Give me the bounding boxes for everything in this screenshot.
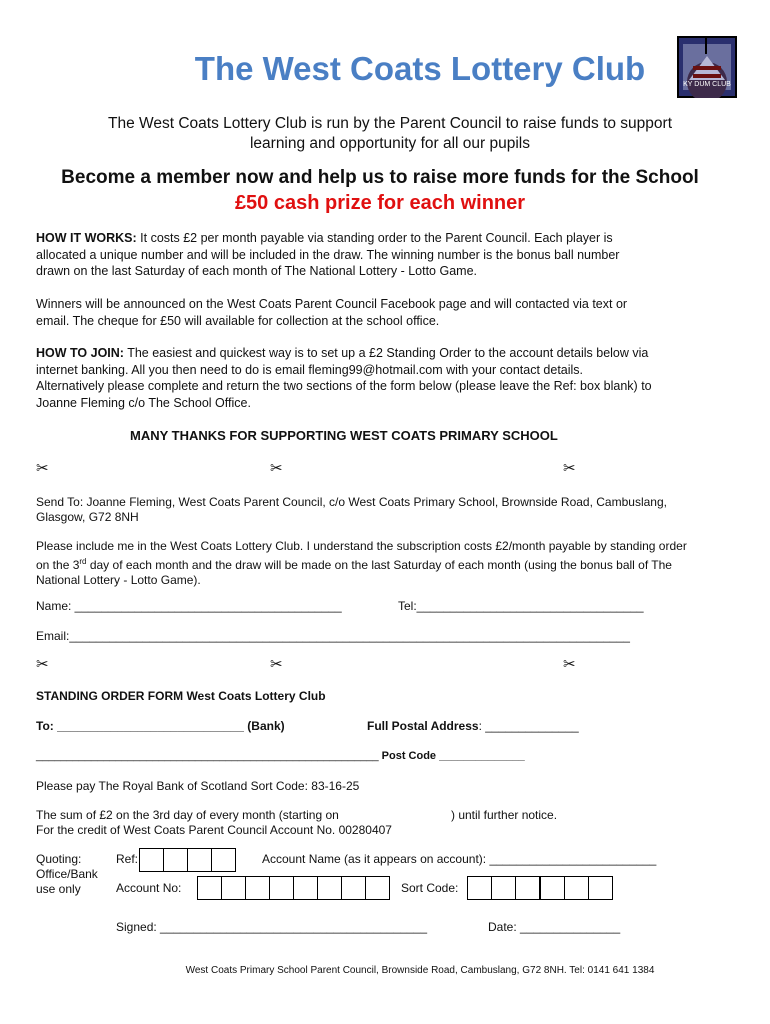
scissors-icon: ✂ [270,656,283,673]
page-title: The West Coats Lottery Club [194,50,646,87]
email-field[interactable]: Email:____________________________________________________________________________________ [36,629,630,643]
send-to-address: Send To: Joanne Fleming, West Coats Parent Council, c/o West Coats Primary School, Brownside Road, Cambuslang, Glasgow, G72 8NH [36,495,667,524]
account-name-field[interactable]: Account Name (as it appears on account): _________________________ [262,852,657,866]
name-field[interactable]: Name: ________________________________________ [36,599,342,613]
office-use-label: Quoting: Office/Bank use only [36,852,98,896]
scissors-icon: ✂ [270,460,283,477]
how-to-join-paragraph: HOW TO JOIN: The easiest and quickest way is to set up a £2 Standing Order to the account details below via internet banking. All you then need to do is email fleming99@hotmail.com with your contact details. Alternatively please complete and return the two sections of the form below (please leave the Ref: box blank) to Joanne Fleming c/o The School Office. [36,346,652,410]
sort-code-boxes[interactable] [468,876,613,900]
credit-account-text: For the credit of West Coats Parent Council Account No. 00280407 [36,823,392,837]
date-field[interactable]: Date: _______________ [488,920,621,934]
address-line-field[interactable]: ________________________________________________________ Post Code ______________ [36,750,525,762]
svg-text:KY DUM CLUB: KY DUM CLUB [683,81,731,88]
scissors-icon: ✂ [36,460,49,477]
club-logo [677,36,737,98]
ref-label: Ref: [116,852,139,866]
intro-text: The West Coats Lottery Club is run by the Parent Council to raise funds to support learning and opportunity for all our pupils [107,115,673,152]
thanks-heading: MANY THANKS FOR SUPPORTING WEST COATS PRIMARY SCHOOL [130,428,558,443]
bank-to-field[interactable]: To: ____________________________ (Bank) [36,719,285,733]
scissors-icon: ✂ [563,460,576,477]
tel-field[interactable]: Tel:__________________________________ [398,599,644,613]
until-text: ) until further notice. [451,808,558,822]
winners-paragraph: Winners will be announced on the West Coats Parent Council Facebook page and will contacted via text or email. The cheque for £50 will available for collection at the school office. [36,297,628,328]
ref-boxes[interactable] [140,848,236,872]
signature-field[interactable]: Signed: ________________________________________ [116,920,427,934]
scissors-icon: ✂ [36,656,49,673]
membership-statement: Please include me in the West Coats Lottery Club. I understand the subscription costs £2/month payable by standing order on the 3rd day of each month and the draw will be made on the last Saturday of each month (using the bonus ball of The National Lottery - Lotto Game). [36,539,687,587]
postal-address-field[interactable]: Full Postal Address: ______________ [367,719,579,733]
scissors-icon: ✂ [563,656,576,673]
account-no-boxes[interactable] [198,876,390,900]
prize-heading: £50 cash prize for each winner [234,192,526,214]
sort-code-text: Please pay The Royal Bank of Scotland Sort Code: 83-16-25 [36,779,360,793]
standing-order-heading: STANDING ORDER FORM West Coats Lottery Club [36,689,326,703]
sum-text: The sum of £2 on the 3rd day of every month (starting on [36,808,339,822]
footer-address: West Coats Primary School Parent Council, Brownside Road, Cambuslang, G72 8NH. Tel: 0141 641 1384 [185,965,655,976]
become-member-heading: Become a member now and help us to raise more funds for the School [61,167,699,188]
how-it-works-paragraph: HOW IT WORKS: It costs £2 per month payable via standing order to the Parent Council. Each player is allocated a unique number and will be included in the draw. The winning number is the bonus ball number drawn on the last Saturday of each month of The National Lottery - Lotto Game. [36,231,620,278]
account-no-label: Account No: [116,881,182,895]
sort-code-label: Sort Code: [401,881,459,895]
